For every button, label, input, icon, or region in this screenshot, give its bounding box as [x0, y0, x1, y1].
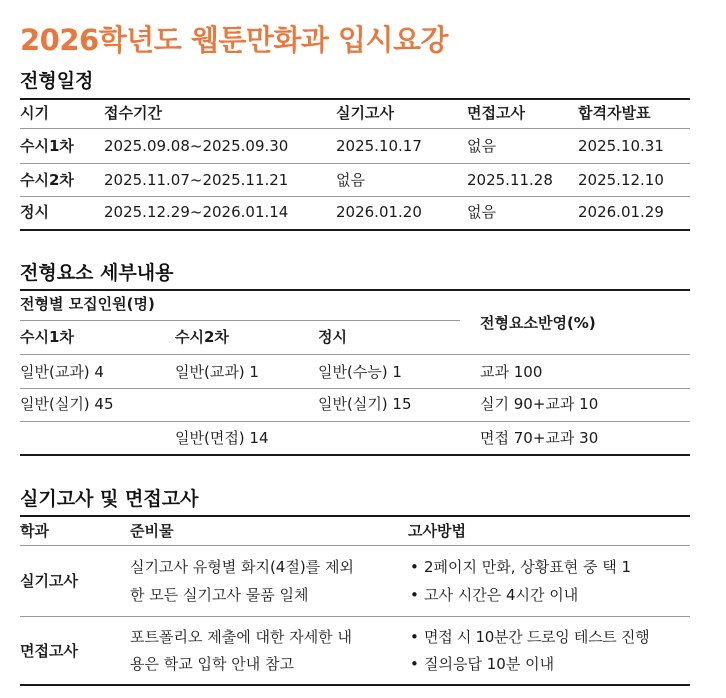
schedule-row-3-announce: 2026.01.29: [578, 203, 664, 221]
schedule-row-1-period: 수시1차: [20, 137, 74, 155]
elements-row-rule: [20, 421, 690, 422]
exam-row-interview-method-2: 질의응답 10분 이내: [424, 655, 555, 673]
schedule-header-apply: 접수기간: [104, 104, 162, 122]
exam-row-interview-name: 면접고사: [20, 642, 78, 660]
exam-row-practical-method-1: 2페이지 만화, 상황표현 중 택 1: [424, 558, 632, 576]
schedule-row-rule: [20, 196, 690, 197]
bullet-icon: •: [410, 655, 419, 673]
schedule-header-announce: 합격자발표: [578, 104, 651, 122]
schedule-row-3-apply: 2025.12.29~2026.01.14: [104, 203, 289, 221]
schedule-row-2-announce: 2025.12.10: [578, 171, 664, 189]
schedule-header-period: 시기: [20, 104, 49, 122]
exam-row-interview-prep-line-2: 용은 학교 입학 안내 참고: [130, 655, 294, 673]
exam-row-interview-prep-line-1: 포트폴리오 제출에 대한 자세한 내: [130, 628, 352, 646]
schedule-header-practical: 실기고사: [336, 104, 394, 122]
exam-header-method: 고사방법: [408, 522, 466, 540]
elements-row-1-reflect: 교과 100: [480, 363, 543, 381]
schedule-row-3-interview: 없음: [467, 203, 496, 221]
elements-group-rule: [20, 320, 460, 321]
elements-group-header: 전형별 모집인원(명): [20, 295, 155, 313]
exam-header-dept: 학과: [20, 522, 49, 540]
elements-subheader-1: 수시1차: [20, 328, 74, 346]
bullet-icon: •: [410, 558, 419, 576]
elements-reflect-header: 전형요소반영(%): [480, 314, 596, 332]
schedule-row-2-interview: 2025.11.28: [467, 171, 553, 189]
schedule-row-2-period: 수시2차: [20, 171, 74, 189]
schedule-row-1-practical: 2025.10.17: [336, 137, 422, 155]
schedule-row-2-practical: 없음: [336, 171, 365, 189]
elements-row-3-reflect: 면접 70+교과 30: [480, 429, 599, 447]
elements-row-1-col-3: 일반(수능) 1: [318, 363, 402, 381]
exam-row-practical-prep-line-2: 한 모든 실기고사 물품 일체: [130, 586, 309, 604]
page-title: 2026학년도 웹툰만화과 입시요강: [20, 23, 449, 57]
elements-subheader-3: 정시: [318, 328, 347, 346]
exam-row-practical-method-2: 고사 시간은 4시간 이내: [424, 586, 579, 604]
elements-row-rule: [20, 388, 690, 389]
exam-row-rule: [20, 616, 690, 617]
elements-top-rule: [20, 289, 690, 291]
elements-row-2-reflect: 실기 90+교과 10: [480, 395, 599, 413]
elements-row-1-col-1: 일반(교과) 4: [20, 363, 104, 381]
schedule-top-rule: [20, 98, 690, 100]
elements-heading: 전형요소 세부내용: [20, 262, 174, 284]
bullet-icon: •: [410, 586, 419, 604]
schedule-row-1-announce: 2025.10.31: [578, 137, 664, 155]
exam-header-rule: [20, 545, 690, 546]
schedule-row-rule: [20, 163, 690, 164]
schedule-heading: 전형일정: [20, 70, 94, 92]
elements-row-2-col-3: 일반(실기) 15: [318, 395, 412, 413]
exam-row-practical-prep-line-1: 실기고사 유형별 화지(4절)를 제외: [130, 558, 354, 576]
elements-row-1-col-2: 일반(교과) 1: [175, 363, 259, 381]
elements-subheader-2: 수시2차: [175, 328, 229, 346]
schedule-row-3-practical: 2026.01.20: [336, 203, 422, 221]
elements-header-rule: [20, 354, 690, 355]
schedule-header-rule: [20, 128, 690, 129]
schedule-bottom-rule: [20, 229, 690, 231]
schedule-row-1-interview: 없음: [467, 137, 496, 155]
exam-row-interview-method-1: 면접 시 10분간 드로잉 테스트 진행: [424, 628, 650, 646]
exam-header-prep: 준비물: [130, 522, 174, 540]
elements-bottom-rule: [20, 454, 690, 456]
elements-row-3-col-2: 일반(면접) 14: [175, 429, 269, 447]
exam-bottom-rule: [20, 684, 690, 686]
elements-row-2-col-1: 일반(실기) 45: [20, 395, 114, 413]
bullet-icon: •: [410, 628, 419, 646]
exam-heading: 실기고사 및 면접고사: [20, 488, 199, 510]
schedule-header-interview: 면접고사: [467, 104, 525, 122]
exam-top-rule: [20, 515, 690, 517]
schedule-row-1-apply: 2025.09.08~2025.09.30: [104, 137, 289, 155]
schedule-row-2-apply: 2025.11.07~2025.11.21: [104, 171, 289, 189]
schedule-row-3-period: 정시: [20, 203, 49, 221]
exam-row-practical-name: 실기고사: [20, 572, 78, 590]
